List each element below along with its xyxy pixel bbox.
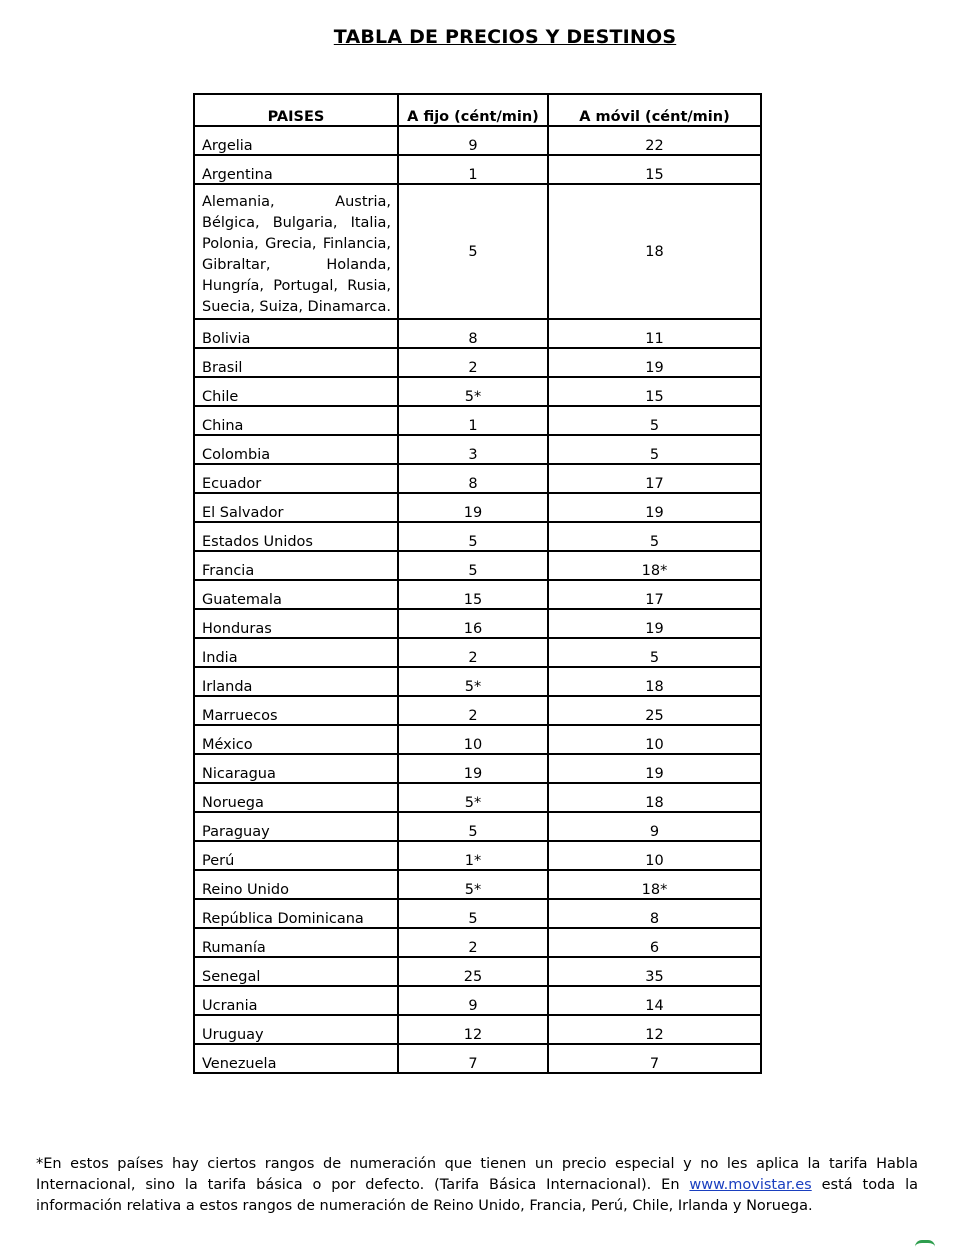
movil-price-cell: 19 [548,609,761,638]
fijo-price-cell: 5* [398,377,548,406]
table-row [194,580,761,609]
movil-price-cell: 18* [548,870,761,899]
header-paises: PAISES [194,94,398,126]
country-cell: Francia [194,551,398,580]
table-row [194,783,761,812]
movil-price-cell: 18 [548,667,761,696]
fijo-price-cell: 1 [398,406,548,435]
country-cell: Perú [194,841,398,870]
fijo-price-cell: 5 [398,522,548,551]
table-row [194,928,761,957]
table-row [194,725,761,754]
country-cell: Marruecos [194,696,398,725]
country-cell: Ucrania [194,986,398,1015]
movil-price-cell: 18* [548,551,761,580]
movil-price-cell: 35 [548,957,761,986]
table-row [194,406,761,435]
country-cell: Ecuador [194,464,398,493]
movil-price-cell: 19 [548,348,761,377]
country-cell: Rumanía [194,928,398,957]
fijo-price-cell: 1 [398,155,548,184]
table-row [194,899,761,928]
table-row [194,1015,761,1044]
country-cell: Irlanda [194,667,398,696]
movil-price-cell: 5 [548,522,761,551]
fijo-price-cell: 15 [398,580,548,609]
fijo-price-cell: 8 [398,319,548,348]
fijo-price-cell: 5 [398,899,548,928]
fijo-price-cell: 19 [398,754,548,783]
fijo-price-cell: 10 [398,725,548,754]
fijo-price-cell: 5* [398,783,548,812]
fijo-price-cell: 16 [398,609,548,638]
table-row [194,348,761,377]
table-row [194,812,761,841]
fijo-price-cell: 5* [398,667,548,696]
movil-price-cell: 11 [548,319,761,348]
table-row [194,957,761,986]
fijo-price-cell: 2 [398,348,548,377]
table-row [194,870,761,899]
country-cell: Noruega [194,783,398,812]
movil-price-cell: 10 [548,841,761,870]
table-row [194,377,761,406]
footnote-text-before: *En estos países hay ciertos rangos de numeración que tienen un precio especial y no les aplica la tarifa Habla Internacional, sino la tarifa básica o por defecto. (Tarifa Básica Internacional). En [36,1156,918,1193]
movil-price-cell: 10 [548,725,761,754]
movil-price-cell: 14 [548,986,761,1015]
table-row [194,696,761,725]
table-row [194,464,761,493]
country-cell: Alemania, Austria, Bélgica, Bulgaria, Italia, Polonia, Grecia, Finlancia, Gibraltar, Holanda, Hungría, Portugal, Rusia, Suecia, Suiza, Dinamarca. [194,184,398,319]
page-title: TABLA DE PRECIOS Y DESTINOS [333,26,677,48]
country-cell: Argelia [194,126,398,155]
movil-price-cell: 25 [548,696,761,725]
country-cell: Venezuela [194,1044,398,1073]
movil-price-cell: 15 [548,377,761,406]
fijo-price-cell: 3 [398,435,548,464]
table-row [194,184,761,319]
movil-price-cell: 15 [548,155,761,184]
price-table [193,93,762,1074]
country-cell: Bolivia [194,319,398,348]
header-fijo: A fijo (cént/min) [398,94,548,126]
country-cell: Chile [194,377,398,406]
movil-price-cell: 6 [548,928,761,957]
table-row [194,551,761,580]
table-body [194,126,761,1073]
fijo-price-cell: 25 [398,957,548,986]
table-row [194,638,761,667]
table-row [194,609,761,638]
country-cell: Nicaragua [194,754,398,783]
fijo-price-cell: 12 [398,1015,548,1044]
fijo-price-cell: 9 [398,986,548,1015]
fijo-price-cell: 5 [398,812,548,841]
movil-price-cell: 7 [548,1044,761,1073]
country-cell: India [194,638,398,667]
movil-price-cell: 17 [548,580,761,609]
country-cell: Colombia [194,435,398,464]
movil-price-cell: 22 [548,126,761,155]
country-cell: China [194,406,398,435]
movil-price-cell: 9 [548,812,761,841]
movistar-link[interactable]: www.movistar.es [689,1177,812,1193]
fijo-price-cell: 7 [398,1044,548,1073]
table-row [194,667,761,696]
fijo-price-cell: 19 [398,493,548,522]
table-row [194,319,761,348]
country-cell: Guatemala [194,580,398,609]
fijo-price-cell: 2 [398,928,548,957]
fijo-price-cell: 2 [398,638,548,667]
movil-price-cell: 8 [548,899,761,928]
table-row [194,986,761,1015]
fijo-price-cell: 8 [398,464,548,493]
country-cell: Reino Unido [194,870,398,899]
movil-price-cell: 19 [548,493,761,522]
footnote-text-after: está toda la información relativa a estos rangos de numeración de Reino Unido, Francia, Perú, Chile, Irlanda y Noruega. [36,1177,918,1214]
table-row [194,1044,761,1073]
header-movil: A móvil (cént/min) [548,94,761,126]
movil-price-cell: 19 [548,754,761,783]
country-cell: Argentina [194,155,398,184]
movil-price-cell: 18 [548,783,761,812]
country-cell: Uruguay [194,1015,398,1044]
movil-price-cell: 18 [548,184,761,319]
table-row [194,841,761,870]
country-cell: México [194,725,398,754]
table-row [194,435,761,464]
movil-price-cell: 17 [548,464,761,493]
table-header-row [194,94,761,126]
country-cell: Honduras [194,609,398,638]
country-cell: Senegal [194,957,398,986]
country-cell: República Dominicana [194,899,398,928]
footnote [36,1154,918,1217]
fijo-price-cell: 1* [398,841,548,870]
fijo-price-cell: 9 [398,126,548,155]
table-row [194,155,761,184]
movil-price-cell: 5 [548,406,761,435]
country-cell: Paraguay [194,812,398,841]
country-cell: El Salvador [194,493,398,522]
country-cell: Estados Unidos [194,522,398,551]
movil-price-cell: 5 [548,638,761,667]
corner-arc-mark [915,1240,935,1247]
fijo-price-cell: 5 [398,184,548,319]
table-row [194,754,761,783]
table-row [194,126,761,155]
table-row [194,522,761,551]
table-row [194,493,761,522]
movil-price-cell: 12 [548,1015,761,1044]
fijo-price-cell: 2 [398,696,548,725]
country-cell: Brasil [194,348,398,377]
movil-price-cell: 5 [548,435,761,464]
fijo-price-cell: 5 [398,551,548,580]
fijo-price-cell: 5* [398,870,548,899]
